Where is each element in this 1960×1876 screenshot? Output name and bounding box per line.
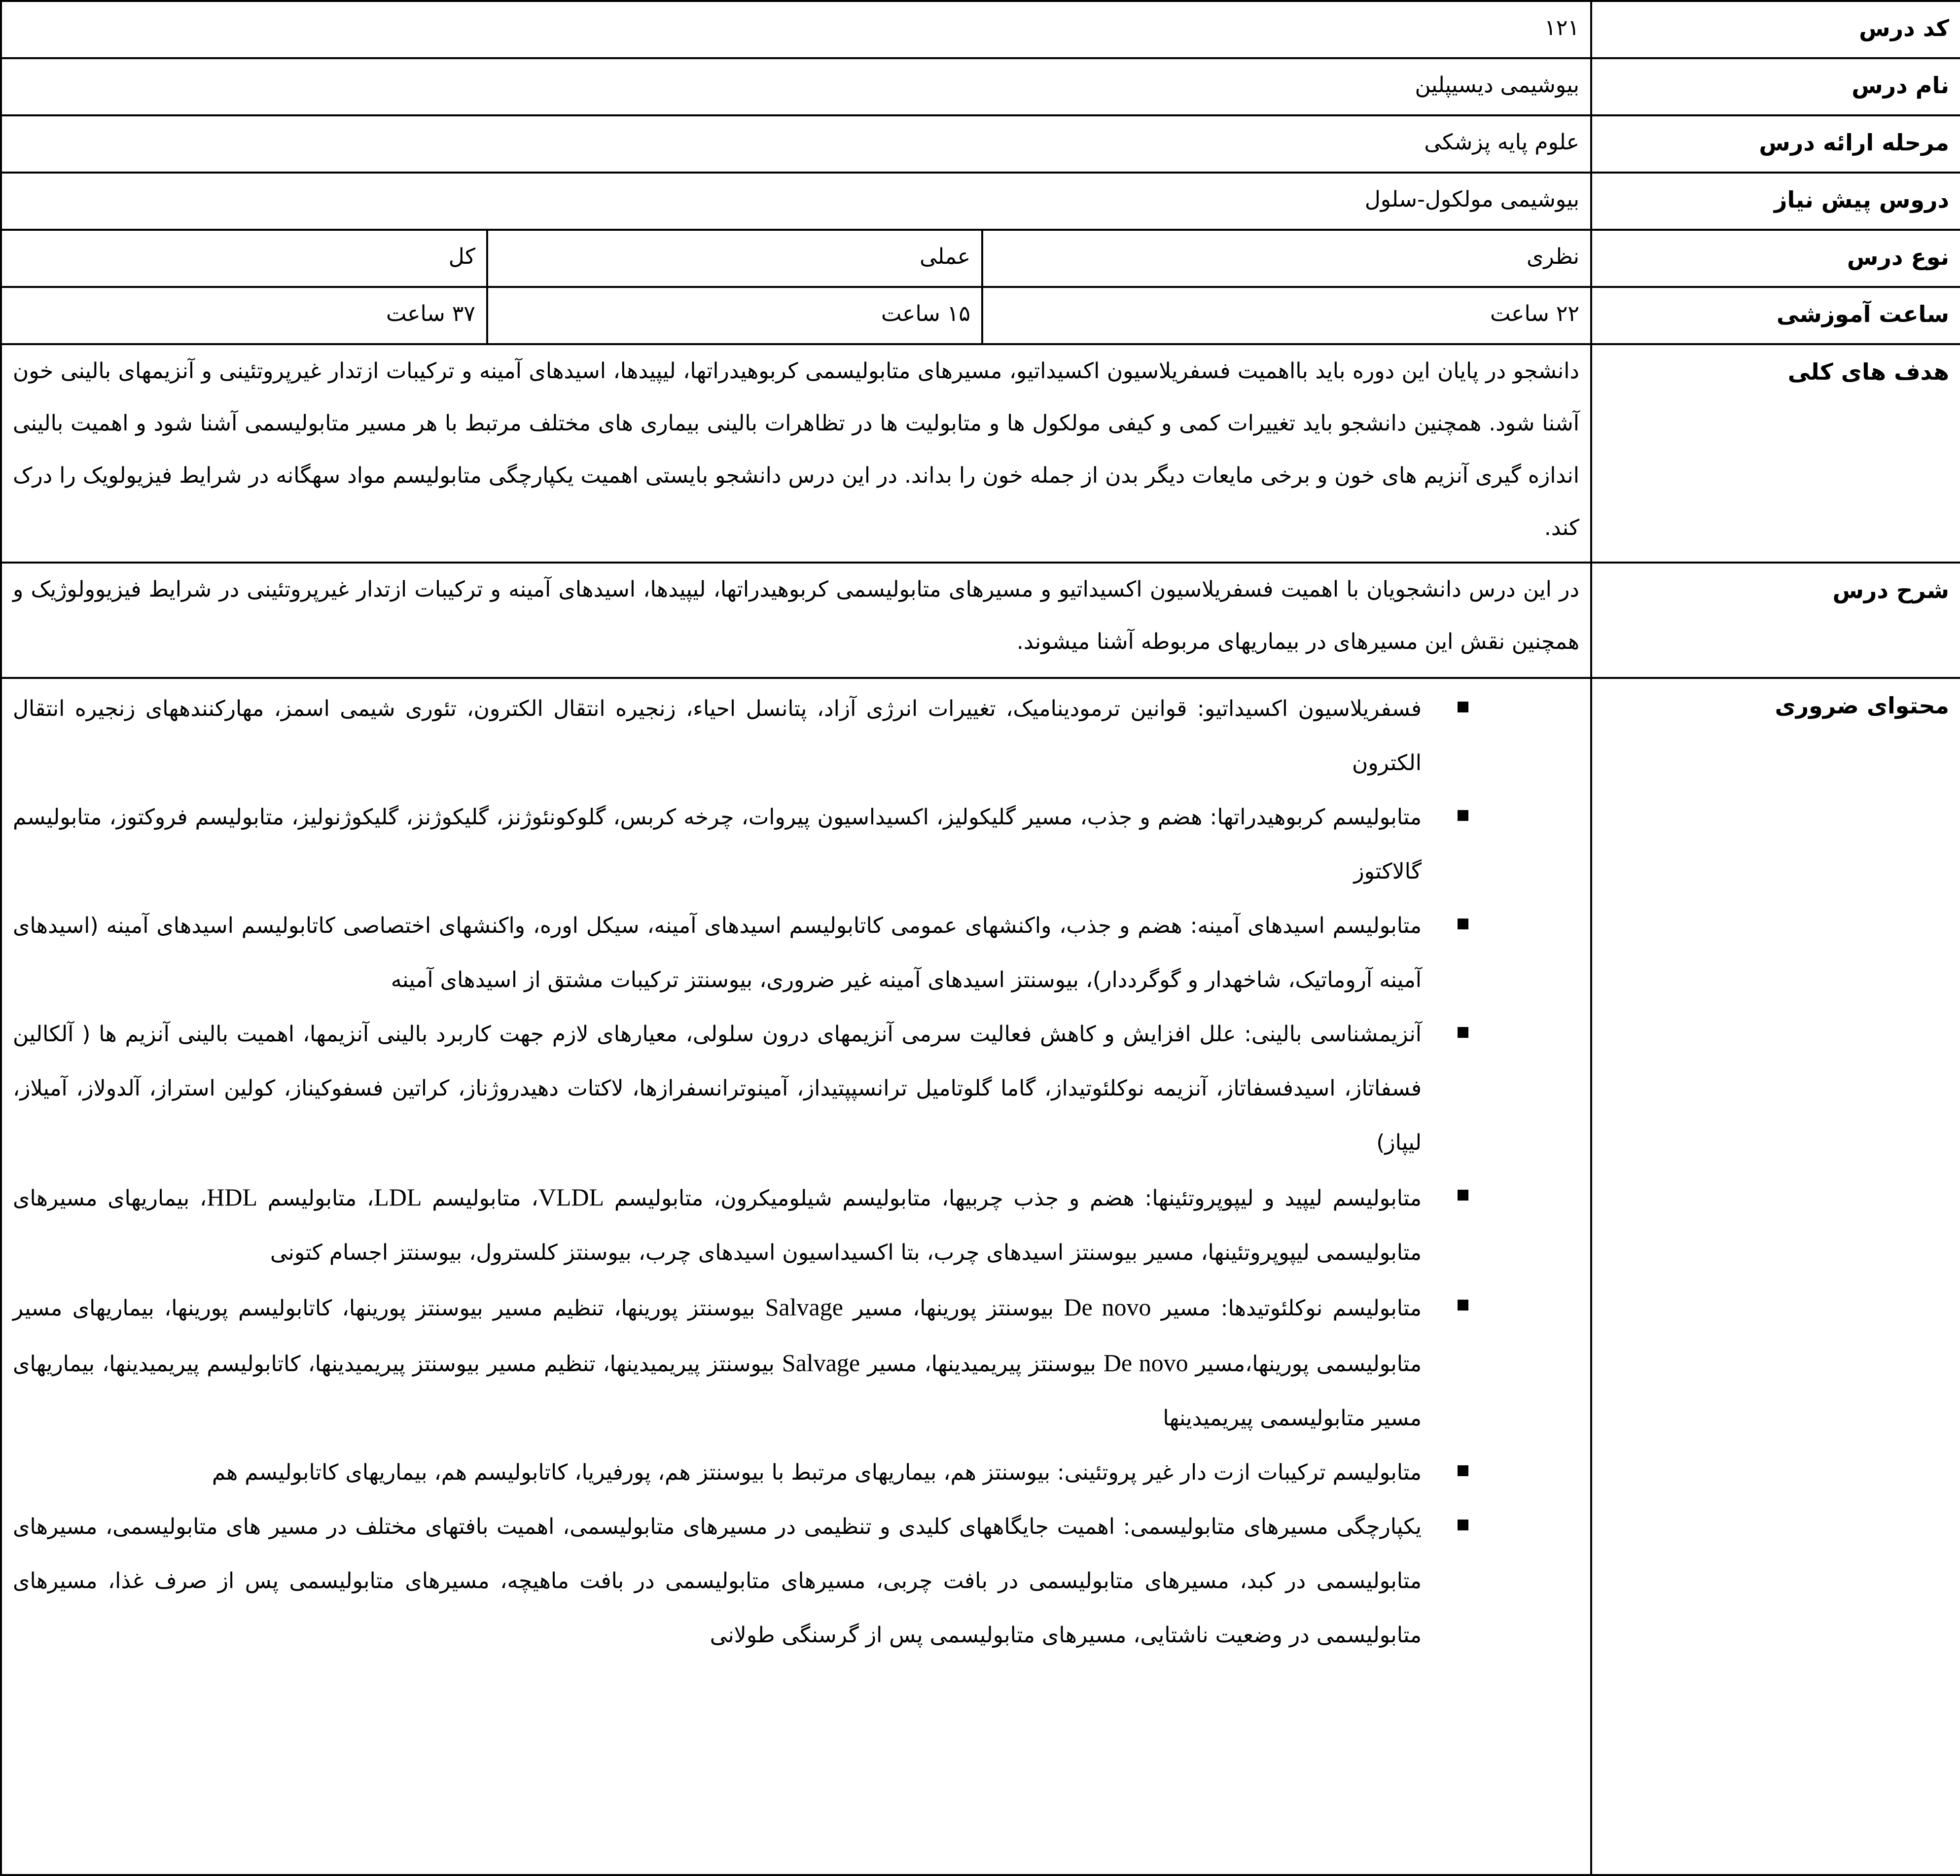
row-course-type xyxy=(1,230,1960,287)
list-item-text: بیوسنتز پورینها، تنظیم مسیر بیوسنتز پورینها، کاتابولیسم پورینها، بیماریهای مسیر متابولیسمی پورینها،مسیر xyxy=(13,1296,1422,1377)
course-type-practical: عملی xyxy=(487,230,982,287)
de-novo-term: De novo xyxy=(1064,1293,1151,1321)
row-course-hours xyxy=(1,287,1960,344)
salvage-term: Salvage xyxy=(782,1349,860,1377)
list-item xyxy=(13,899,1579,1007)
course-code-label: کد درس xyxy=(1591,1,1960,58)
square-bullet-icon xyxy=(1458,1300,1468,1310)
list-item-text: ، بیماریهای مسیرهای متابولیسمی لیپوپروتئینها، مسیر بیوسنتز اسیدهای چرب، بتا اکسیداسیون اسیدهای چرب، بیوسنتز کلسترول، بیوسنتز اجسام کتونی xyxy=(13,1186,1422,1265)
salvage-term: Salvage xyxy=(765,1293,843,1321)
list-item xyxy=(13,1500,1579,1663)
row-course-name xyxy=(1,58,1960,115)
hdl-term: HDL xyxy=(207,1183,257,1211)
course-hours-total: ۳۷ ساعت xyxy=(1,287,487,344)
course-hours-theory: ۲۲ ساعت xyxy=(982,287,1591,344)
course-type-total: کل xyxy=(1,230,487,287)
essential-content-cell xyxy=(1,678,1591,1875)
list-item xyxy=(13,682,1579,790)
list-item-text: ، متابولیسم xyxy=(422,1186,538,1211)
row-prerequisites xyxy=(1,173,1960,230)
list-item-text: متابولیسم اسیدهای آمینه: هضم و جذب، واکنشهای عمومی کاتابولیسم اسیدهای آمینه، سیکل اوره، واکنشهای اختصاصی کاتابولیسم اسیدهای آمینه (اسیدهای آمینه آروماتیک، شاخهدار و گوگرددار)، بیوسنتز اسیدهای آمینه غیر ضروری، بیوسنتز ترکیبات مشتق از اسیدهای آمینه xyxy=(13,913,1422,992)
essential-content-label: محتوای ضروری xyxy=(1591,678,1960,1875)
square-bullet-icon xyxy=(1458,1520,1468,1530)
de-novo-term: De novo xyxy=(1103,1349,1188,1377)
list-item xyxy=(13,1280,1579,1446)
course-stage-value: علوم پایه پزشکی xyxy=(1,115,1591,173)
general-goals-text: دانشجو در پایان این دوره باید بااهمیت فسفریلاسیون اکسیداتیو، مسیرهای متابولیسمی کربوهیدراتها، لیپیدها، اسیدهای آمینه و ترکیبات ازتدار غیرپروتئینی و آنزیمهای بالینی خون آشنا شود. همچنین دانشجو باید تغییرات کمی و کیفی مولکول ها و متابولیت ها در تظاهرات بالینی بیماری های مختلف مرتبط با هر مسیر متابولیسمی آشنا شود و اهمیت بالینی اندازه گیری آنزیم های خون و برخی مایعات دیگر بدن از جمله خون را بداند. در این درس دانشجو بایستی اهمیت یکپارچگی متابولیسم مواد سهگانه در شرایط فیزیولویک را درک کند. xyxy=(1,344,1591,563)
list-item-text: متابولیسم لیپید و لیپوپروتئینها: هضم و جذب چربیها، متابولیسم شیلومیکرون، متابولیسم xyxy=(604,1186,1422,1211)
row-course-code xyxy=(1,1,1960,58)
list-item xyxy=(13,790,1579,899)
list-item xyxy=(13,1170,1579,1280)
row-course-stage xyxy=(1,115,1960,173)
prerequisites-label: دروس پیش نیاز xyxy=(1591,173,1960,230)
list-item-text: آنزیمشناسی بالینی: علل افزایش و کاهش فعالیت سرمی آنزیمهای درون سلولی، معیارهای لازم جهت کاربرد بالینی آنزیمها، اهمیت بالینی آنزیم ها ( آلکالین فسفاتاز، اسیدفسفاتاز، آنزیمه نوکلئوتیداز، گاما گلوتامیل ترانسپپتیداز، آمینوترانسفرازها، لاکتات دهیدروژناز، کراتین فسفوکیناز، کولین استراز، آلدولاز، آمیلاز، لیپاز) xyxy=(13,1022,1422,1155)
list-item-text: متابولیسم ترکیبات ازت دار غیر پروتئینی: بیوسنتز هم، بیماریهای مرتبط با بیوسنتز هم، پورفیریا، کاتابولیسم هم، بیماریهای کاتابولیسم هم xyxy=(212,1460,1422,1485)
essential-content-list xyxy=(13,679,1579,1663)
row-essential-content xyxy=(1,678,1960,1875)
general-goals-label: هدف های کلی xyxy=(1591,344,1960,563)
course-hours-practical: ۱۵ ساعت xyxy=(487,287,982,344)
course-name-label: نام درس xyxy=(1591,58,1960,115)
list-item xyxy=(13,1446,1579,1500)
list-item-text: متابولیسم نوکلئوتیدها: مسیر xyxy=(1151,1296,1422,1321)
list-item-text: یکپارچگی مسیرهای متابولیسمی: اهمیت جایگاههای کلیدی و تنظیمی در مسیرهای متابولیسمی، اهمیت بافتهای مختلف در مسیر های متابولیسمی، مسیرهای متابولیسمی در کبد، مسیرهای متابولیسمی در بافت چربی، مسیرهای متابولیسمی در بافت ماهیچه، مسیرهای متابولیسمی پس از صرف غذا، مسیرهای متابولیسمی در وضعیت ناشتایی، مسیرهای متابولیسمی پس از گرسنگی طولانی xyxy=(13,1514,1422,1648)
course-code-value: ۱۲۱ xyxy=(1,1,1591,58)
list-item-text: بیوسنتز پیریمیدینها، مسیر xyxy=(860,1351,1104,1377)
prerequisites-value: بیوشیمی مولکول-سلول xyxy=(1,173,1591,230)
course-description-text: در این درس دانشجویان با اهمیت فسفریلاسیون اکسیداتیو و مسیرهای متابولیسمی کربوهیدراتها، لیپیدها، اسیدهای آمینه و ترکیبات ازتدار غیرپروتئینی در شرایط فیزیوولوژیک و همچنین نقش این مسیرهای در بیماریهای مربوطه آشنا میشوند. xyxy=(1,563,1591,678)
course-description-label: شرح درس xyxy=(1591,563,1960,678)
square-bullet-icon xyxy=(1458,1027,1468,1038)
list-item-text: متابولیسم کربوهیدراتها: هضم و جذب، مسیر گلیکولیز، اکسیداسیون پیروات، چرخه کربس، گلوکونئوژنز، گلیکوژنز، گلیکوژنولیز، متابولیسم فروکتوز، متابولیسم گالاکتوز xyxy=(13,805,1422,884)
square-bullet-icon xyxy=(1458,1190,1468,1201)
list-item-text: فسفریلاسیون اکسیداتیو: قوانین ترمودینامیک، تغییرات انرژی آزاد، پتانسل احیاء، زنجیره انتقال الکترون، تئوری شیمی اسمز، مهارکنندههای زنجیره انتقال الکترون xyxy=(13,696,1422,776)
course-name-value: بیوشیمی دیسیپلین xyxy=(1,58,1591,115)
vldl-term: VLDL xyxy=(538,1183,605,1211)
square-bullet-icon xyxy=(1458,810,1468,821)
ldl-term: LDL xyxy=(374,1183,422,1211)
course-type-label: نوع درس xyxy=(1591,230,1960,287)
row-course-description xyxy=(1,563,1960,678)
list-item xyxy=(13,1007,1579,1170)
course-hours-label: ساعت آموزشی xyxy=(1591,287,1960,344)
course-type-theory: نظری xyxy=(982,230,1591,287)
square-bullet-icon xyxy=(1458,919,1468,929)
square-bullet-icon xyxy=(1458,702,1468,712)
square-bullet-icon xyxy=(1458,1465,1468,1476)
course-stage-label: مرحله ارائه درس xyxy=(1591,115,1960,173)
list-item-text: بیوسنتز پورینها، مسیر xyxy=(843,1296,1064,1321)
list-item-text: بیوسنتز پیریمیدینها، تنظیم مسیر بیوسنتز پیریمیدینها، کاتابولیسم پیریمیدینها، بیماریهای مسیر متابولیسمی پیریمیدینها xyxy=(13,1351,1422,1431)
row-general-goals xyxy=(1,344,1960,563)
list-item-text: ، متابولیسم xyxy=(257,1186,374,1211)
